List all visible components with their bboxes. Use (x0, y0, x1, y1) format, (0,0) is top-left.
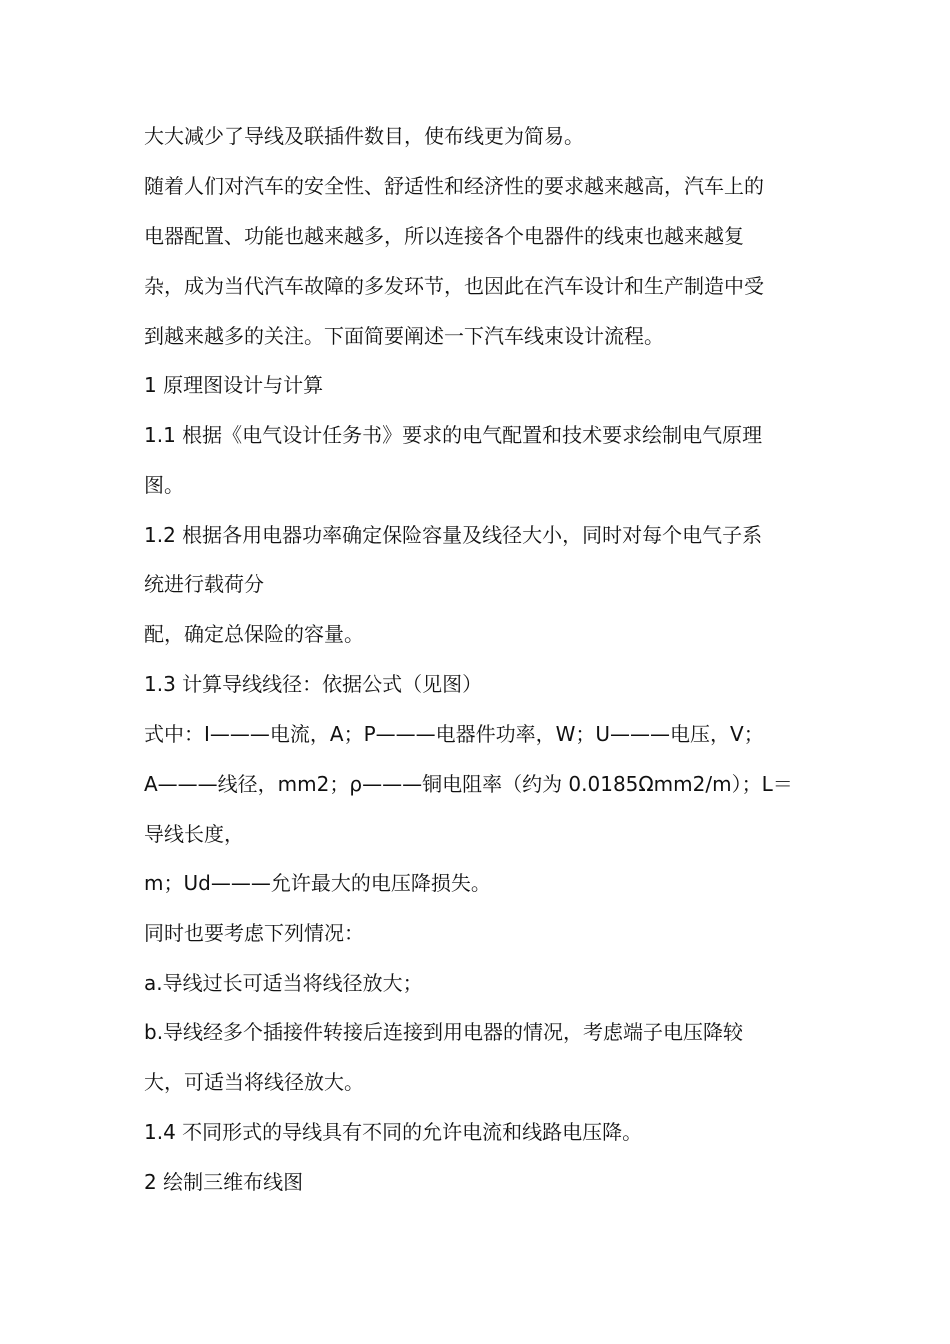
text-line: 同时也要考虑下列情况： (144, 921, 364, 945)
text-line: 电器配置、功能也越来越多，所以连接各个电器件的线束也越来越复 (144, 224, 744, 248)
text-line: 大大减少了导线及联插件数目，使布线更为简易。 (144, 124, 584, 148)
list-item: b.导线经多个插接件转接后连接到用电器的情况，考虑端子电压降较 (144, 1020, 744, 1044)
subsection-line: 1.3 计算导线线径：依据公式（见图） (144, 672, 483, 696)
formula-legend-line: 式中：I———电流，A；P———电器件功率，W；U———电压，V； (144, 722, 764, 746)
text-line: 统进行载荷分 (144, 572, 264, 596)
formula-legend-line: A———线径，mm2；ρ———铜电阻率（约为 0.0185Ωmm2/m）；L＝ (144, 772, 793, 796)
text-line: 配，确定总保险的容量。 (144, 622, 364, 646)
text-line: 图。 (144, 473, 184, 497)
text-line: 杂，成为当代汽车故障的多发环节，也因此在汽车设计和生产制造中受 (144, 274, 764, 298)
subsection-line: 1.1 根据《电气设计任务书》要求的电气配置和技术要求绘制电气原理 (144, 423, 763, 447)
subsection-line: 1.2 根据各用电器功率确定保险容量及线径大小，同时对每个电气子系 (144, 523, 763, 547)
list-item: a.导线过长可适当将线径放大； (144, 971, 423, 995)
text-line: 大，可适当将线径放大。 (144, 1070, 364, 1094)
text-line: 导线长度， (144, 822, 244, 846)
text-line: 到越来越多的关注。下面简要阐述一下汽车线束设计流程。 (144, 324, 664, 348)
section-heading: 2 绘制三维布线图 (144, 1170, 304, 1194)
section-heading: 1 原理图设计与计算 (144, 373, 324, 397)
subsection-line: 1.4 不同形式的导线具有不同的允许电流和线路电压降。 (144, 1120, 643, 1144)
text-line: 随着人们对汽车的安全性、舒适性和经济性的要求越来越高，汽车上的 (144, 174, 764, 198)
formula-legend-line: m；Ud———允许最大的电压降损失。 (144, 871, 491, 895)
